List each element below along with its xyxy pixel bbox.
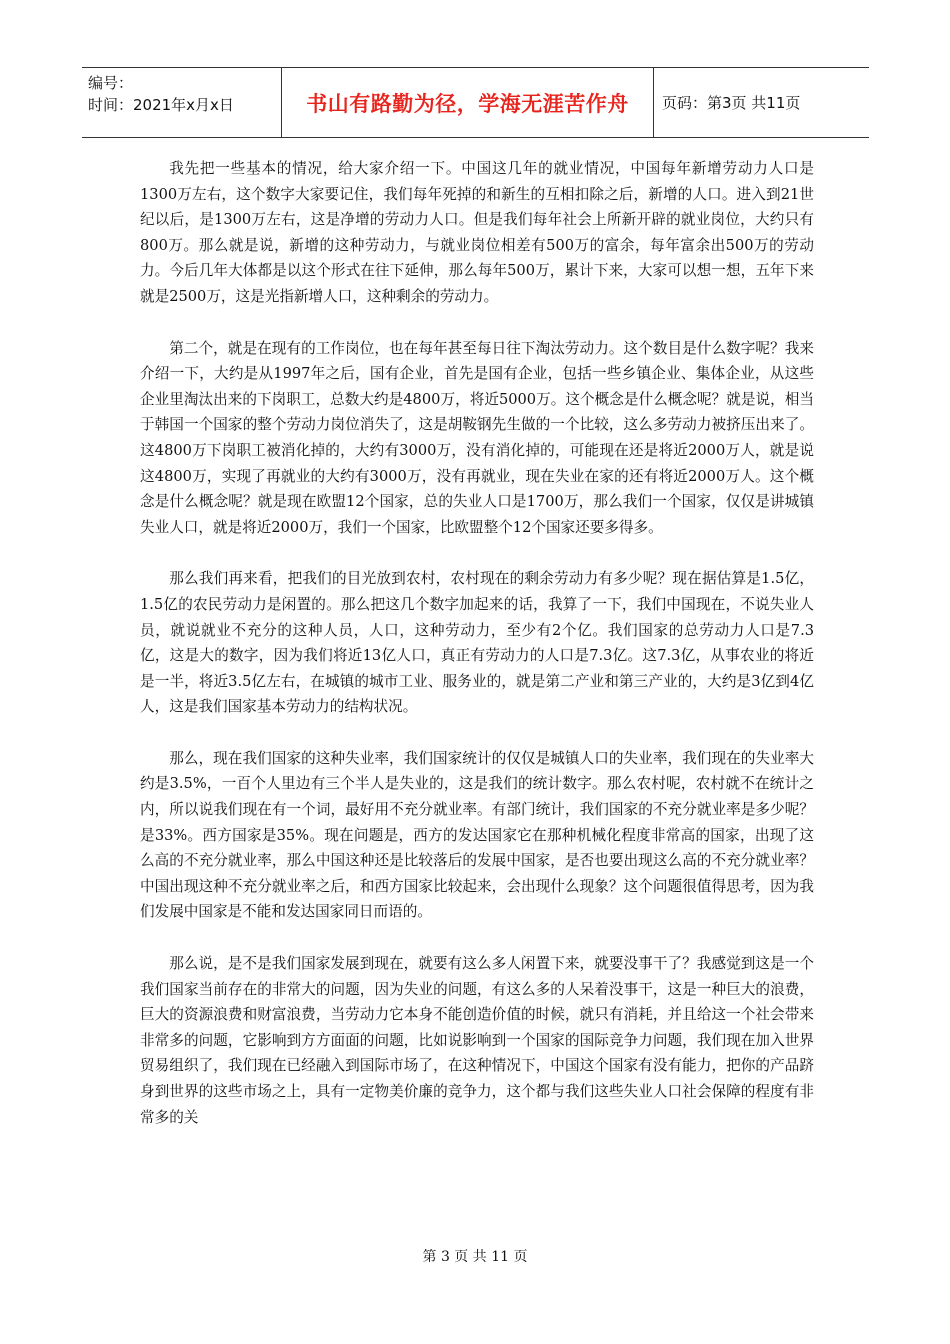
- paragraph-4: 那么，现在我们国家的这种失业率，我们国家统计的仅仅是城镇人口的失业率，我们现在的失业率大约是3.5%，一百个人里边有三个半人是失业的，这是我们的统计数字。那么农村呢，农村就不在统计之内，所以说我们现在有一个词，最好用不充分就业率。有部门统计，我们国家的不充分就业率是多少呢？是33%。西方国家是35%。现在问题是，西方的发达国家它在那种机械化程度非常高的国家，出现了这么高的不充分就业率，那么中国这种还是比较落后的发展中国家，是否也要出现这么高的不充分就业率？中国出现这种不充分就业率之后，和西方国家比较起来，会出现什么现象？这个问题很值得思考，因为我们发展中国家是不能和发达国家同日而语的。: [140, 749, 814, 921]
- paragraph-5: 那么说，是不是我们国家发展到现在，就要有这么多人闲置下来，就要没事干了？我感觉到这是一个我们国家当前存在的非常大的问题，因为失业的问题，有这么多的人呆着没事干，这是一种巨大的浪费，巨大的资源浪费和财富浪费，当劳动力它本身不能创造价值的时候，就只有消耗，并且给这一个社会带来非常多的问题，它影响到方方面面的问题，比如说影响到一个国家的国际竞争力问题，我们现在加入世界贸易组织了，我们现在已经融入到国际市场了，在这种情况下，中国这个国家有没有能力，把你的产品跻身到世界的这些市场之上，具有一定物美价廉的竞争力，这个都与我们这些失业人口社会保障的程度有非常多的关: [140, 955, 814, 1126]
- page-header: [82, 67, 869, 138]
- document-date-label: 时间：2021年x月x日: [88, 96, 234, 114]
- header-motto: 书山有路勤为径，学海无涯苦作舟: [282, 68, 654, 137]
- paragraph-3: 那么我们再来看，把我们的目光放到农村，农村现在的剩余劳动力有多少呢？现在据估算是1.5亿，1.5亿的农民劳动力是闲置的。那么把这几个数字加起来的话，我算了一下，我们中国现在，不说失业人员，就说就业不充分的这种人员，人口，这种劳动力，至少有2个亿。我们国家的总劳动力人口是7.3亿，这是大的数字，因为我们将近13亿人口，真正有劳动力的人口是7.3亿。这7.3亿，从事农业的将近是一半，将近3.5亿左右，在城镇的城市工业、服务业的，就是第二产业和第三产业的，大约是3亿到4亿人，这是我们国家基本劳动力的结构状况。: [140, 570, 814, 716]
- paragraph-1: 我先把一些基本的情况，给大家介绍一下。中国这几年的就业情况，中国每年新增劳动力人口是1300万左右，这个数字大家要记住，我们每年死掉的和新生的互相扣除之后，新增的人口。进入到21世纪以后，是1300万左右，这是净增的劳动力人口。但是我们每年社会上所新开辟的就业岗位，大约只有800万。那么就是说，新增的这种劳动力，与就业岗位相差有500万的富余，每年富余出500万的劳动力。今后几年大体都是以这个形式在往下延伸，那么每年500万，累计下来，大家可以想一想，五年下来就是2500万，这是光指新增人口，这种剩余的劳动力。: [140, 160, 814, 305]
- paragraph-2: 第二个，就是在现有的工作岗位，也在每年甚至每日往下淘汰劳动力。这个数目是什么数字呢？我来介绍一下，大约是从1997年之后，国有企业，首先是国有企业，包括一些乡镇企业、集体企业，从这些企业里淘汰出来的下岗职工，总数大约是4800万，将近5000万。这个概念是什么概念呢？就是说，相当于韩国一个国家的整个劳动力岗位消失了，这是胡鞍钢先生做的一个比较，这么多劳动力被挤压出来了。这4800万下岗职工被消化掉的，大约有3000万，没有消化掉的，可能现在还是将近2000万人，就是说这4800万，实现了再就业的大约有3000万，没有再就业，现在失业在家的还有将近2000万人。这个概念是什么概念呢？就是现在欧盟12个国家，总的失业人口是1700万，那么我们一个国家，仅仅是讲城镇失业人口，就是将近2000万，我们一个国家，比欧盟整个12个国家还要多得多。: [140, 339, 814, 536]
- header-meta-cell: [82, 68, 282, 137]
- page-footer: 第 3 页 共 11 页: [422, 1249, 528, 1265]
- document-number-label: 编号：: [88, 74, 134, 92]
- header-page-number: 页码：第3页 共11页: [662, 94, 801, 112]
- document-body: [140, 156, 814, 1156]
